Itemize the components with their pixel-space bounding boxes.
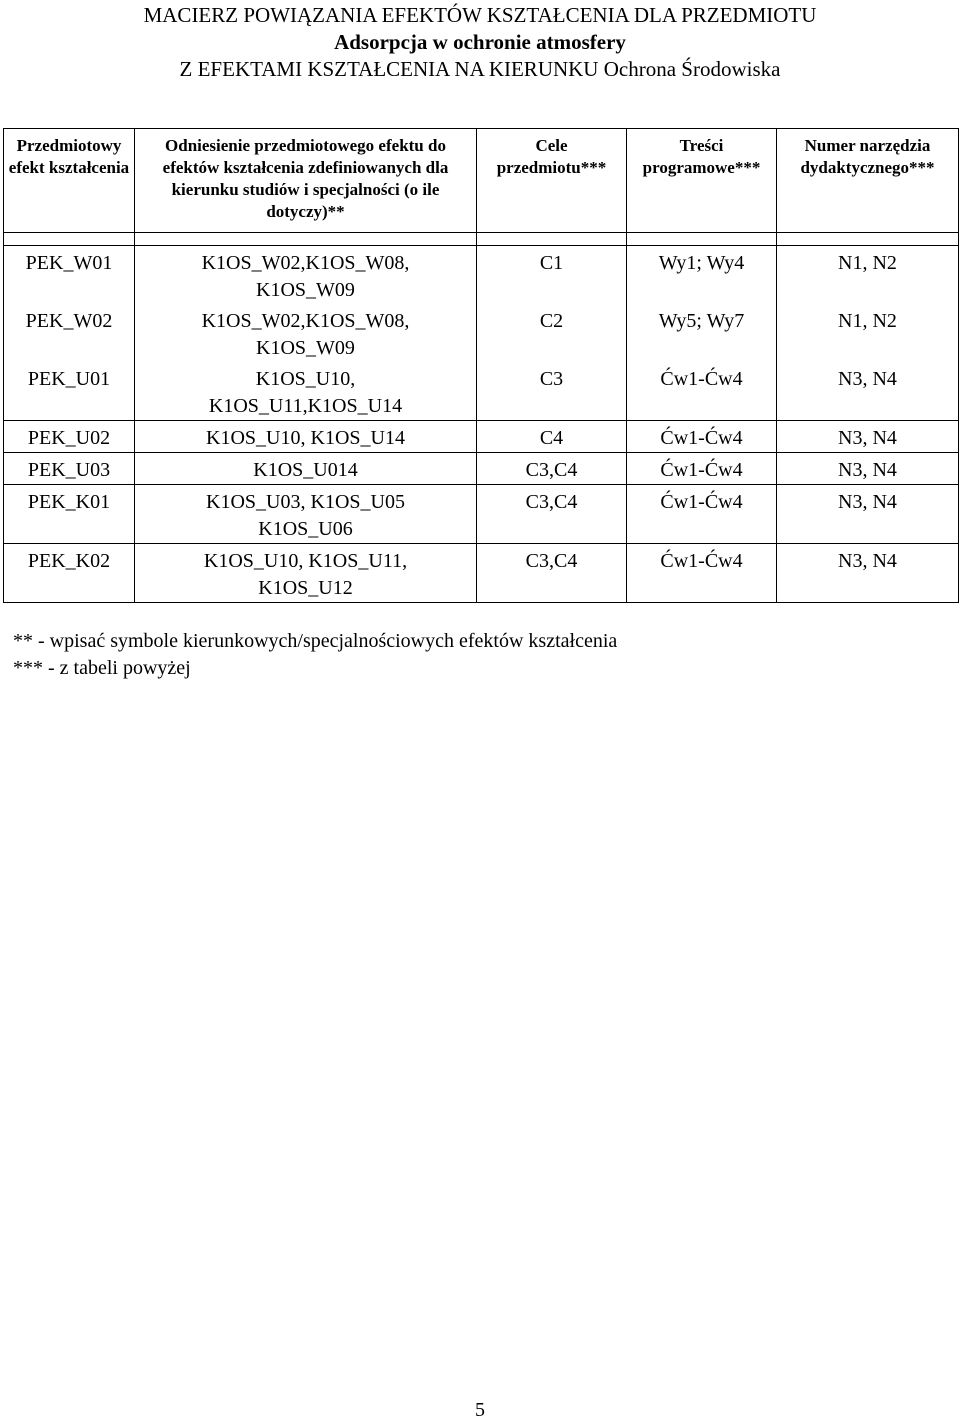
table-row <box>4 304 959 362</box>
reference-line: K1OS_W09 <box>256 337 355 359</box>
table-row <box>4 246 959 305</box>
table-body <box>4 233 959 603</box>
cell-reference <box>135 246 477 305</box>
cell-goals: C2 <box>477 304 627 362</box>
cell-effect: PEK_W01 <box>4 246 135 305</box>
cell-tool: N1, N2 <box>777 246 959 305</box>
footnotes <box>13 628 617 682</box>
cell-effect: PEK_U02 <box>4 421 135 453</box>
document-header <box>0 2 960 83</box>
effects-matrix-table <box>3 128 959 603</box>
cell-effect: PEK_K01 <box>4 485 135 544</box>
column-header-goals: Cele przedmiotu*** <box>477 129 627 233</box>
cell-content: Wy5; Wy7 <box>627 304 777 362</box>
table-spacer-row <box>4 233 959 246</box>
table-row <box>4 453 959 485</box>
cell-goals: C3 <box>477 362 627 421</box>
column-header-tool: Numer narzędzia dydaktycznego*** <box>777 129 959 233</box>
cell-tool: N3, N4 <box>777 421 959 453</box>
footnote-double-asterisk: ** - wpisać symbole kierunkowych/specjalnościowych efektów kształcenia <box>13 630 618 652</box>
cell-content: Ćw1-Ćw4 <box>627 421 777 453</box>
cell-goals: C1 <box>477 246 627 305</box>
cell-tool: N3, N4 <box>777 453 959 485</box>
column-header-reference: Odniesienie przedmiotowego efektu do efektów kształcenia zdefiniowanych dla kierunku studiów i specjalności (o ile dotyczy)** <box>135 129 477 233</box>
document-title: MACIERZ POWIĄZANIA EFEKTÓW KSZTAŁCENIA DLA PRZEDMIOTU <box>143 3 817 27</box>
reference-line: K1OS_U03, K1OS_U05 <box>206 491 405 513</box>
cell-tool: N3, N4 <box>777 362 959 421</box>
table-row <box>4 485 959 544</box>
cell-effect: PEK_U03 <box>4 453 135 485</box>
table-row <box>4 362 959 421</box>
reference-line: K1OS_U10, K1OS_U11, <box>203 550 408 572</box>
reference-line: K1OS_U10, K1OS_U14 <box>206 427 405 449</box>
cell-reference <box>135 485 477 544</box>
cell-tool: N1, N2 <box>777 304 959 362</box>
column-header-content: Treści programowe*** <box>627 129 777 233</box>
cell-content: Wy1; Wy4 <box>627 246 777 305</box>
column-header-effect: Przedmiotowy efekt kształcenia <box>4 129 135 233</box>
cell-goals: C3,C4 <box>477 453 627 485</box>
cell-effect: PEK_W02 <box>4 304 135 362</box>
cell-effect: PEK_U01 <box>4 362 135 421</box>
cell-reference <box>135 544 477 603</box>
cell-content: Ćw1-Ćw4 <box>627 453 777 485</box>
reference-line: K1OS_W02,K1OS_W08, <box>201 310 410 332</box>
cell-goals: C3,C4 <box>477 485 627 544</box>
cell-reference <box>135 453 477 485</box>
reference-line: K1OS_W09 <box>256 279 355 301</box>
reference-line: K1OS_U11,K1OS_U14 <box>208 395 403 417</box>
reference-line: K1OS_U10, <box>255 368 356 390</box>
field-of-study-line: Z EFEKTAMI KSZTAŁCENIA NA KIERUNKU Ochrona Środowiska <box>179 57 781 81</box>
cell-goals: C4 <box>477 421 627 453</box>
cell-reference <box>135 362 477 421</box>
cell-content: Ćw1-Ćw4 <box>627 362 777 421</box>
reference-line: K1OS_U014 <box>253 459 358 481</box>
cell-goals: C3,C4 <box>477 544 627 603</box>
cell-reference <box>135 304 477 362</box>
cell-content: Ćw1-Ćw4 <box>627 544 777 603</box>
page-number: 5 <box>475 1399 485 1421</box>
table-row <box>4 544 959 603</box>
cell-tool: N3, N4 <box>777 485 959 544</box>
course-name: Adsorpcja w ochronie atmosfery <box>334 30 626 54</box>
cell-reference <box>135 421 477 453</box>
cell-effect: PEK_K02 <box>4 544 135 603</box>
table-row <box>4 421 959 453</box>
footnote-triple-asterisk: *** - z tabeli powyżej <box>13 657 191 679</box>
reference-line: K1OS_W02,K1OS_W08, <box>201 252 410 274</box>
cell-content: Ćw1-Ćw4 <box>627 485 777 544</box>
reference-line: K1OS_U06 <box>258 518 353 540</box>
cell-tool: N3, N4 <box>777 544 959 603</box>
table-header-row <box>4 129 959 233</box>
reference-line: K1OS_U12 <box>258 577 353 599</box>
